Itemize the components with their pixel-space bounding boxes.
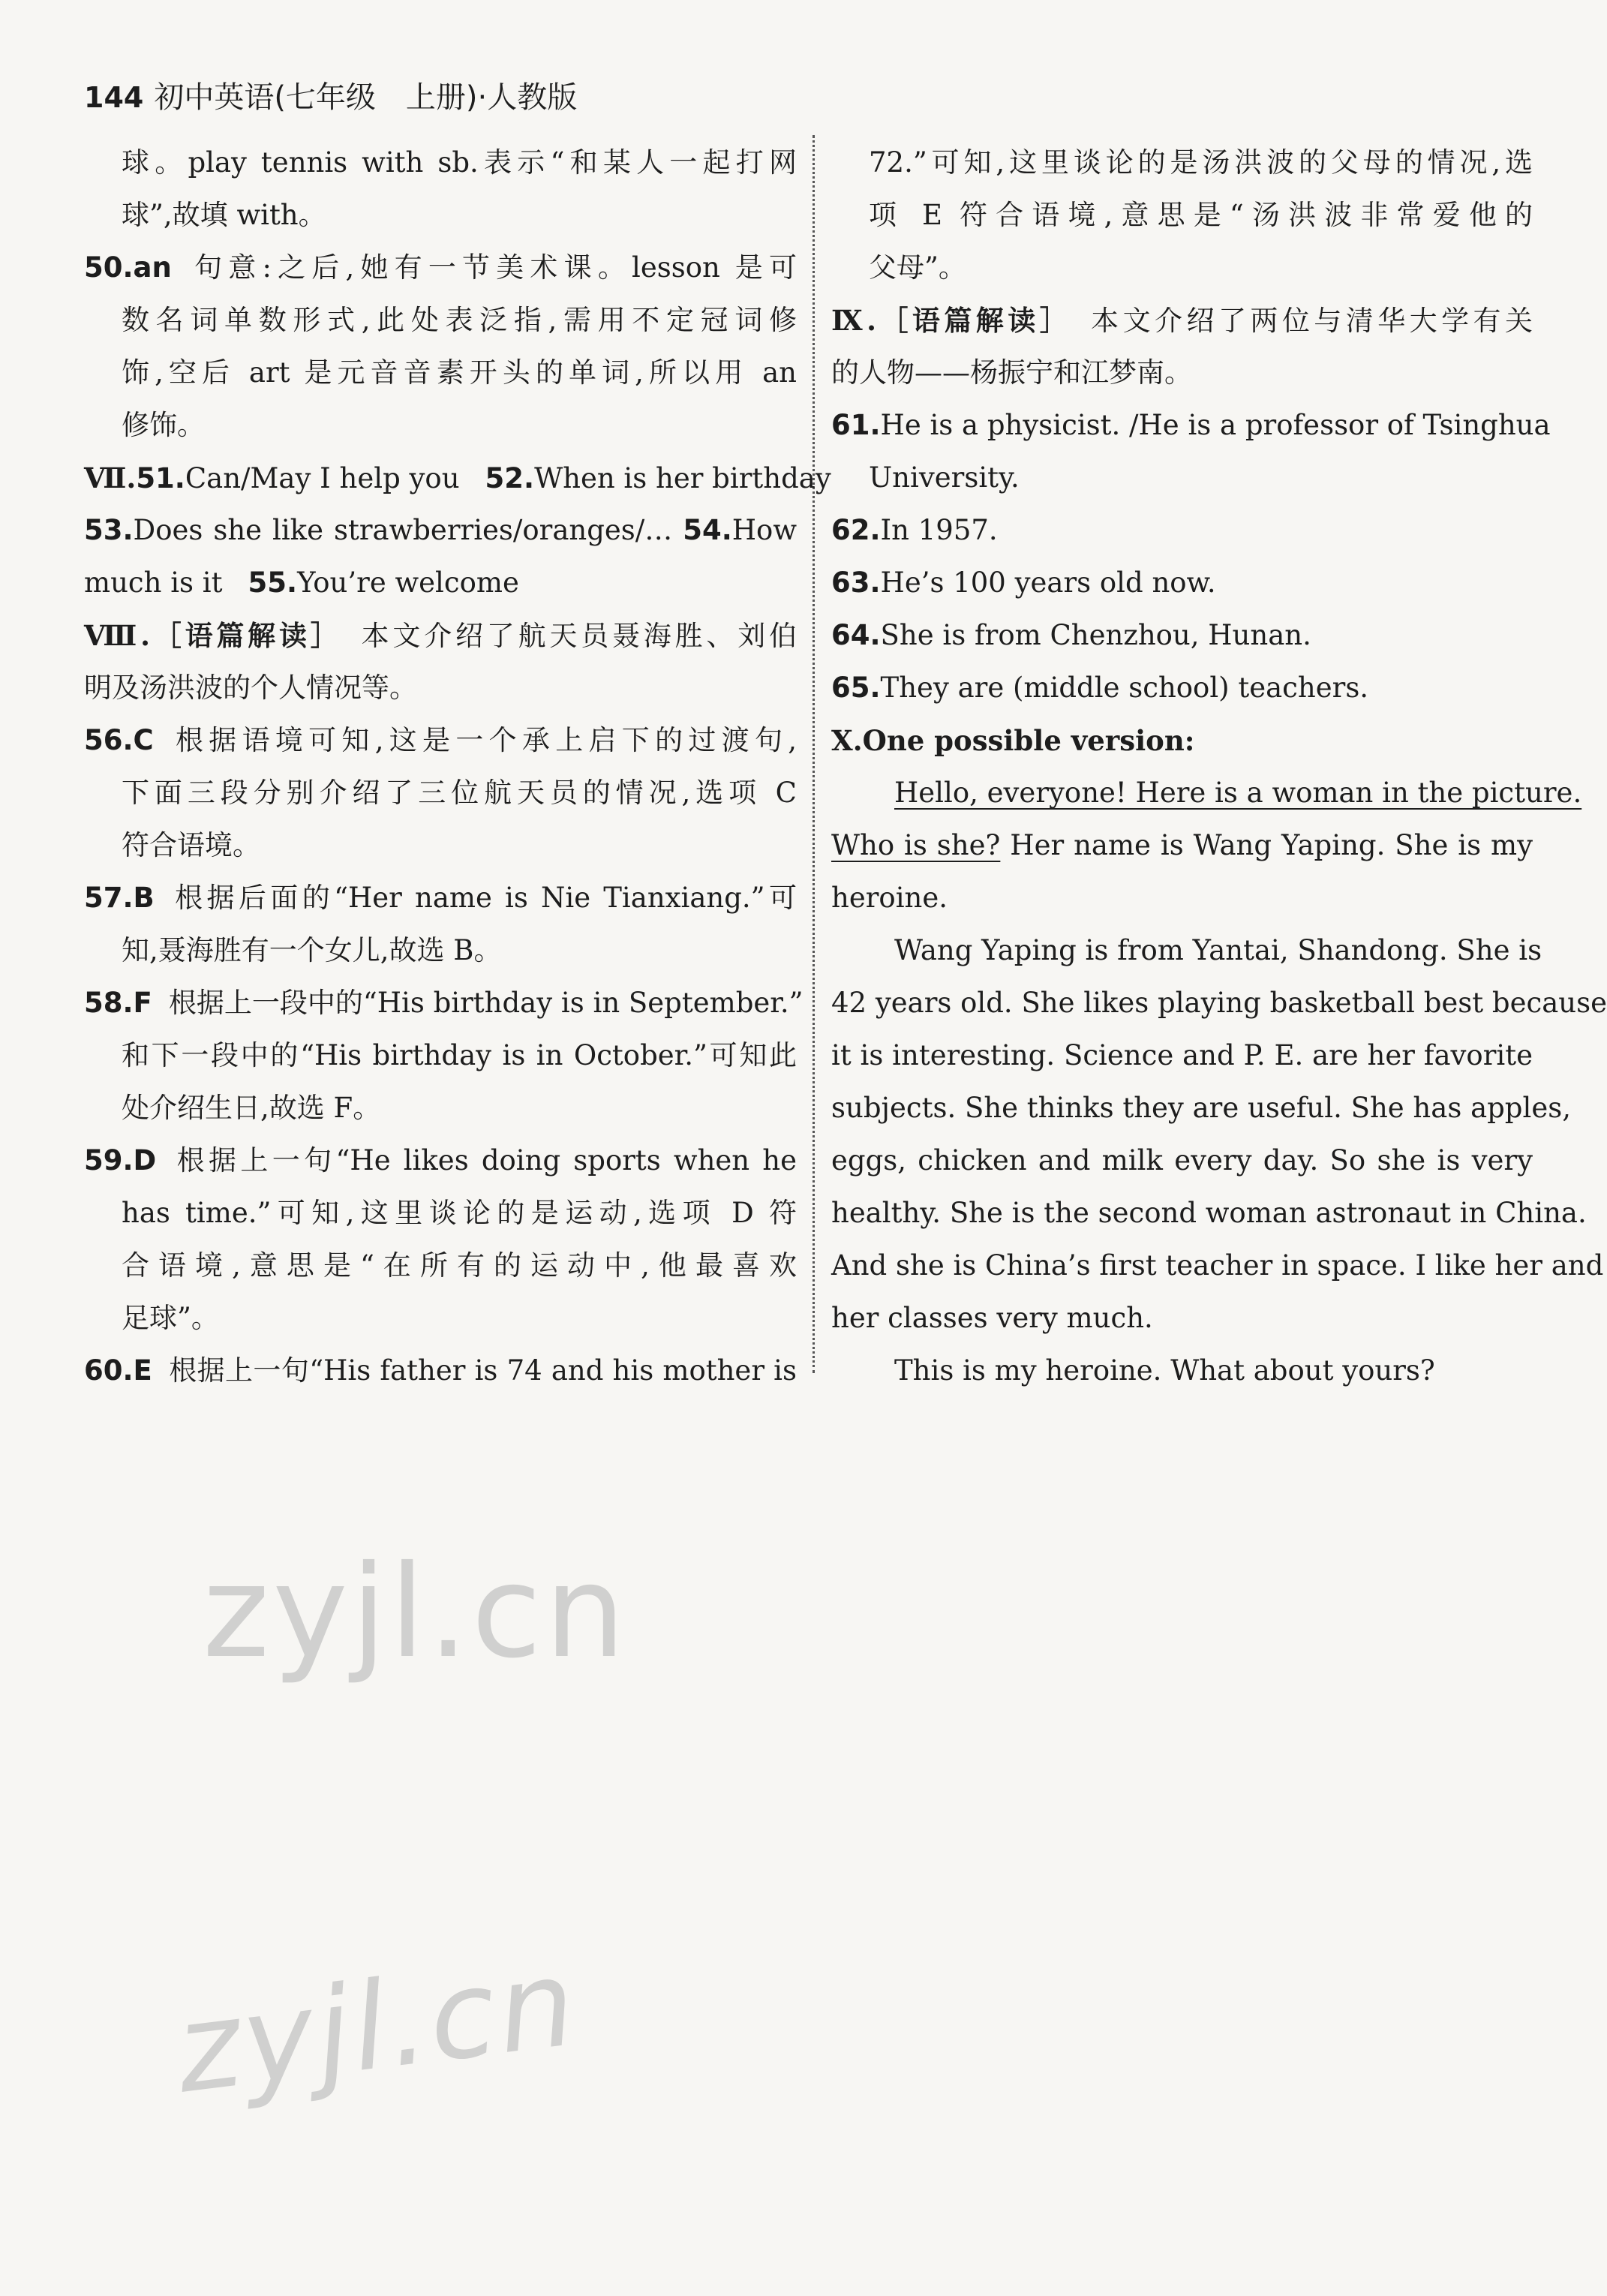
essay-line: her classes very much.: [831, 1302, 1153, 1334]
right-column: [831, 137, 1607, 1397]
section-7-row2: 53.Does she like strawberries/oranges/… 54.How: [84, 514, 797, 546]
essay-line: Hello, everyone! Here is a woman in the picture.: [894, 777, 1582, 809]
essay-line: Who is she? Her name is Wang Yaping. She is my: [831, 829, 1533, 861]
answer-57: 57.B 根据后面的“Her name is Nie Tianxiang.”可: [84, 882, 797, 914]
section-9-heading: Ⅸ.［语篇解读］ 本文介绍了两位与清华大学有关: [831, 304, 1533, 337]
line: has time.”可知,这里谈论的是运动,选项 D 符: [122, 1197, 797, 1229]
section-7-row3: much is it 55.You’re welcome: [84, 566, 519, 599]
essay-line: it is interesting. Science and P. E. are her favorite: [831, 1039, 1533, 1071]
answer-65: 65.They are (middle school) teachers.: [831, 672, 1369, 704]
line: 知,聂海胜有一个女儿,故选 B。: [122, 934, 502, 966]
line: 符合语境。: [122, 829, 260, 861]
answer-61: 61.He is a physicist. /He is a professor of Tsinghua: [831, 409, 1551, 441]
watermark: zyjl.cn: [169, 1931, 585, 2120]
section-8-heading: Ⅷ.［语篇解读］ 本文介绍了航天员聂海胜、刘伯: [84, 619, 797, 652]
page-number: 144: [84, 81, 144, 114]
essay-line: And she is China’s first teacher in space. I like her and: [831, 1249, 1604, 1282]
essay-line: subjects. She thinks they are useful. She has apples,: [831, 1092, 1571, 1124]
line: 球。play tennis with sb.表示“和某人一起打网: [122, 146, 797, 179]
essay-line: This is my heroine. What about yours?: [894, 1354, 1435, 1387]
line: 处介绍生日,故选 F。: [122, 1092, 381, 1124]
book-title: 初中英语(七年级 上册)·人教版: [154, 80, 578, 115]
column-divider: [813, 135, 815, 1373]
answer-63: 63.He’s 100 years old now.: [831, 566, 1216, 599]
essay-line: 42 years old. She likes playing basketball best because: [831, 987, 1607, 1019]
answer-64: 64.She is from Chenzhou, Hunan.: [831, 619, 1311, 651]
line: 明及汤洪波的个人情况等。: [84, 672, 417, 704]
line: University.: [869, 461, 1020, 494]
line: 下面三段分别介绍了三位航天员的情况,选项 C: [122, 777, 797, 809]
line: 父母”。: [869, 251, 966, 284]
line: 72.”可知,这里谈论的是汤洪波的父母的情况,选: [869, 146, 1533, 179]
line: 合语境,意思是“在所有的运动中,他最喜欢: [122, 1249, 797, 1282]
answer-56: 56.C 根据语境可知,这是一个承上启下的过渡句,: [84, 724, 797, 756]
section-7-row1: Ⅶ.51.Can/May I help you 52.When is her birthday: [84, 461, 831, 494]
line: 项 E 符合语境,意思是“汤洪波非常爱他的: [869, 199, 1533, 231]
line: 和下一段中的“His birthday is in October.”可知此: [122, 1039, 797, 1071]
line: 饰,空后 art 是元音音素开头的单词,所以用 an: [122, 356, 797, 389]
page-header: [84, 75, 577, 120]
section-10-heading: Ⅹ.One possible version:: [831, 724, 1195, 757]
answer-50: 50.an 句意:之后,她有一节美术课。lesson 是可: [84, 251, 797, 284]
answer-58: 58.F 根据上一段中的“His birthday is in September.”: [84, 987, 804, 1019]
answer-59: 59.D 根据上一句“He likes doing sports when he: [84, 1144, 797, 1177]
essay-line: heroine.: [831, 882, 948, 914]
line: 数名词单数形式,此处表泛指,需用不定冠词修: [122, 304, 797, 336]
answer-60: 60.E 根据上一句“His father is 74 and his mother is: [84, 1354, 797, 1387]
line: 球”,故填 with。: [122, 199, 326, 231]
line: 修饰。: [122, 409, 205, 441]
essay-line: healthy. She is the second woman astronaut in China.: [831, 1197, 1587, 1229]
line: 足球”。: [122, 1302, 219, 1334]
essay-line: Wang Yaping is from Yantai, Shandong. She is: [894, 934, 1542, 966]
essay-line: eggs, chicken and milk every day. So she is very: [831, 1144, 1533, 1177]
watermark: zyjl.cn: [203, 1538, 629, 1687]
answer-62: 62.In 1957.: [831, 514, 998, 546]
line: 的人物——杨振宁和江梦南。: [831, 356, 1192, 389]
left-column: [84, 137, 831, 1397]
